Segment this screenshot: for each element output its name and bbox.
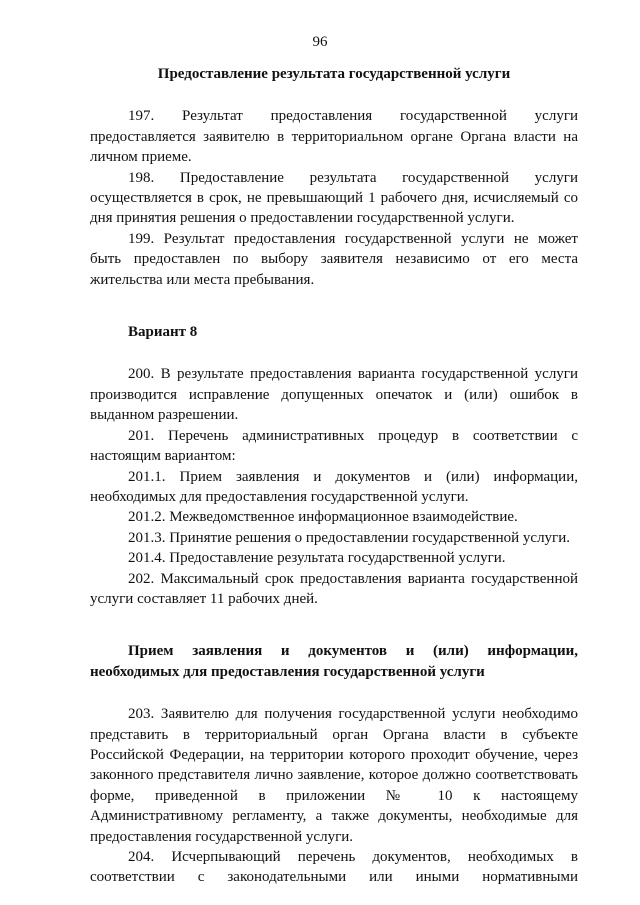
section-heading-result: Предоставление результата государственной услуги [157, 66, 511, 82]
paragraph-202: 202. Максимальный срок предоставления варианта государственной услуги составляет 11 рабочих дней. [90, 570, 578, 607]
paragraph-200: 200. В результате предоставления варианта государственной услуги производится исправление допущенных опечаток и (или) ошибок в выданном разрешении. [90, 366, 578, 424]
paragraph-203: 203. Заявителю для получения государственной услуги необходимо представить в территориальный орган Органа власти в субъекте Российской Федерации, на территории которого проходит обучение, через законного представителя лично заявление, которое должно соответствовать форме, приведенной в приложении № 10 к настоящему Административному регламенту, а также документы, необходимые для предоставления государственной услуги. [90, 706, 578, 845]
paragraph-201-2: 201.2. Межведомственное информационное взаимодействие. [128, 509, 518, 526]
paragraph-201-3: 201.3. Принятие решения о предоставлении государственной услуги. [128, 529, 570, 546]
paragraph-201-1: 201.1. Прием заявления и документов и (или) информации, необходимых для предоставления государственной услуги. [90, 468, 578, 505]
paragraph-199: 199. Результат предоставления государственной услуги не может быть предоставлен по выбору заявителя независимо от его места жительства или места пребывания. [90, 230, 578, 288]
paragraph-201-4: 201.4. Предоставление результата государственной услуги. [128, 550, 506, 567]
paragraph-197: 197. Результат предоставления государственной услуги предоставляется заявителю в территориальном органе Органа власти на личном приеме. [90, 108, 578, 166]
page-number: 96 [312, 34, 328, 50]
section-heading-application: Прием заявления и документов и (или) информации, необходимых для предоставления государственной услуги [90, 643, 578, 680]
paragraph-198: 198. Предоставление результата государственной услуги осуществляется в срок, не превышающий 1 рабочего дня, исчисляемый со дня принятия решения о предоставлении государственной услуги. [90, 169, 578, 227]
paragraph-201: 201. Перечень административных процедур в соответствии с настоящим вариантом: [90, 427, 578, 465]
paragraph-204: 204. Исчерпывающий перечень документов, необходимых в соответствии с законодательными или иными нормативными [90, 849, 578, 886]
document-body [90, 64, 578, 888]
section-heading-variant-8: Вариант 8 [128, 324, 198, 341]
